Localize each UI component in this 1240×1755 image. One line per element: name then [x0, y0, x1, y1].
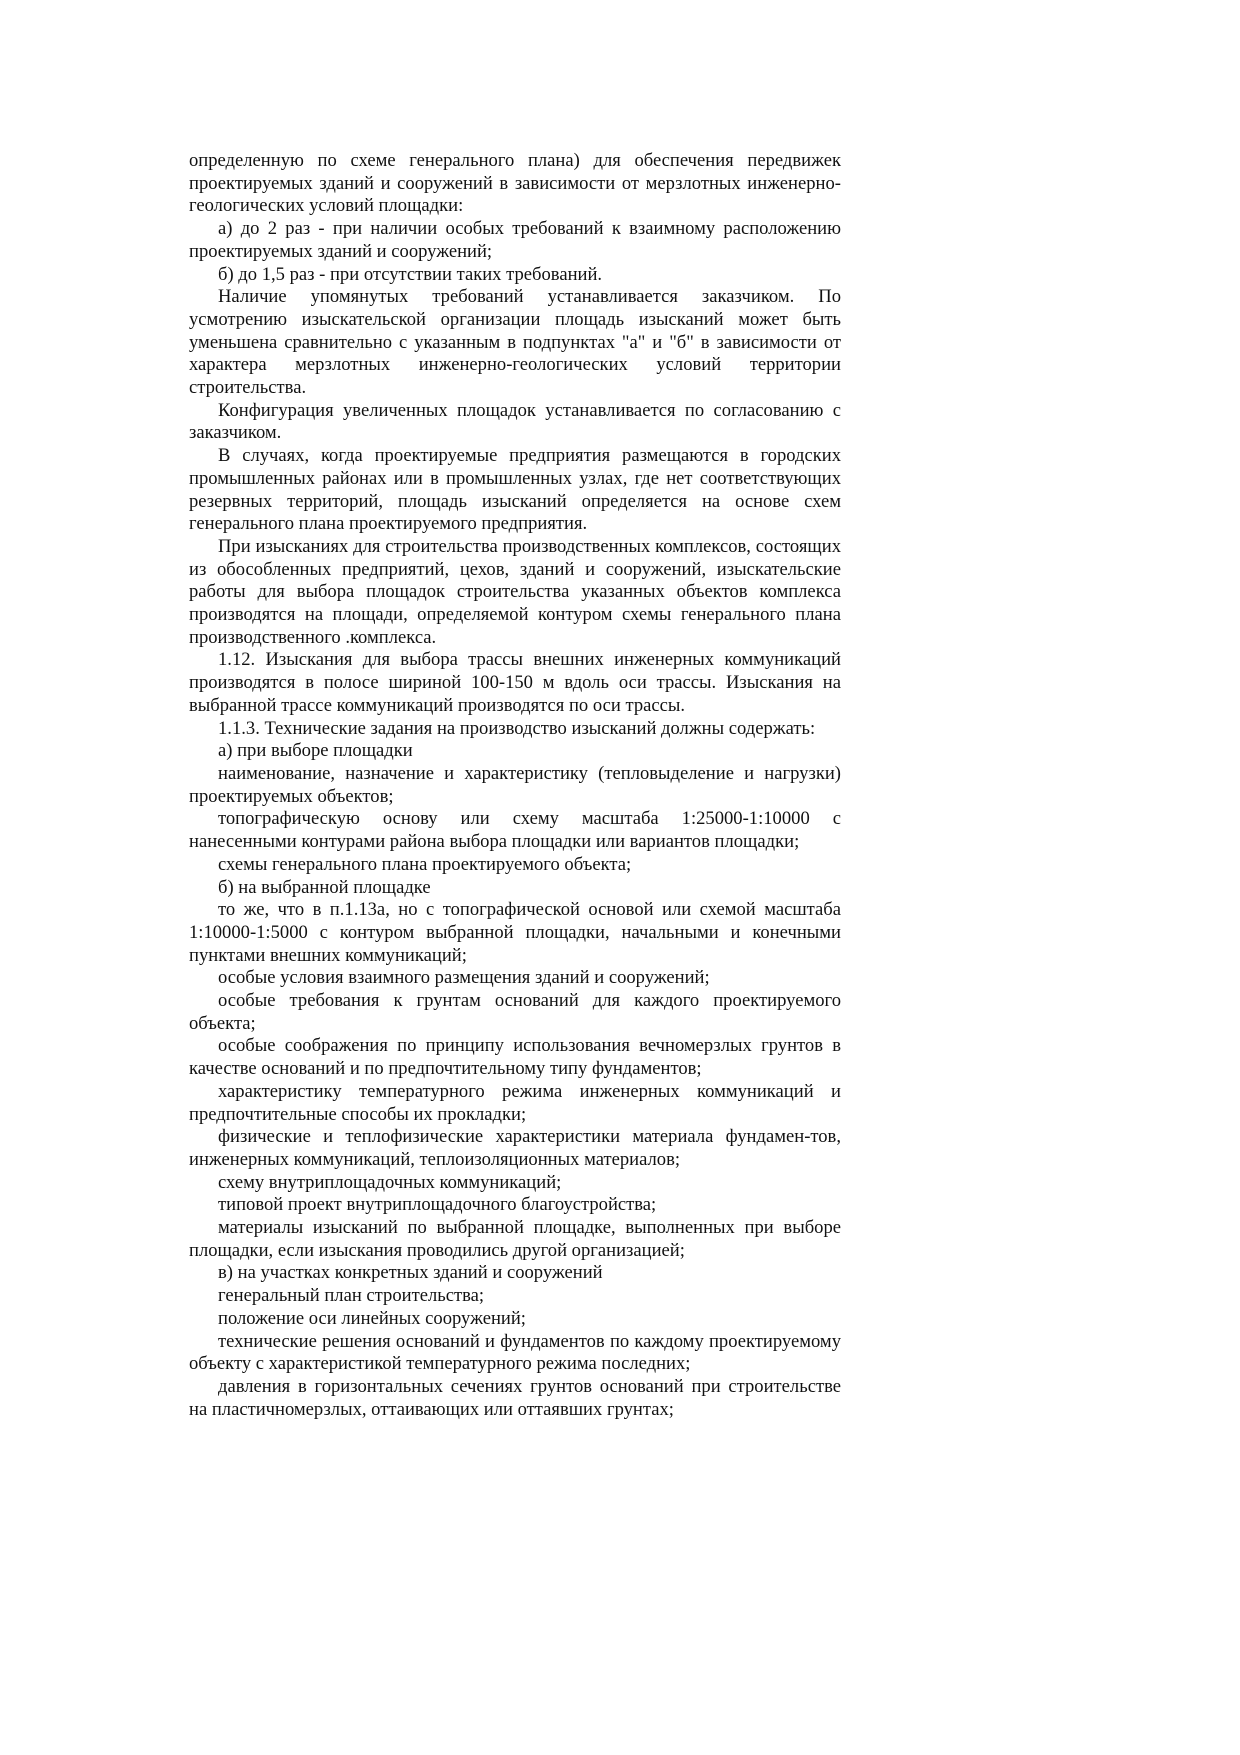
- paragraph: физические и теплофизические характеристики материала фундамен-тов, инженерных коммуникаций, теплоизоляционных материалов;: [189, 1126, 841, 1170]
- paragraph: схемы генерального плана проектируемого объекта;: [218, 853, 632, 875]
- paragraph: 1.1.3. Технические задания на производство изысканий должны содержать:: [218, 717, 816, 739]
- paragraph: 1.12. Изыскания для выбора трассы внешних инженерных коммуникаций производятся в полосе шириной 100-150 м вдоль оси трассы. Изыскания на выбранной трассе коммуникаций производятся по оси трассы.: [189, 649, 841, 716]
- paragraph: положение оси линейных сооружений;: [218, 1307, 526, 1329]
- paragraph: а) до 2 раз - при наличии особых требований к взаимному расположению проектируемых зданий и сооружений;: [189, 218, 841, 262]
- paragraph: характеристику температурного режима инженерных коммуникаций и предпочтительные способы их прокладки;: [189, 1080, 841, 1125]
- paragraph: В случаях, когда проектируемые предприятия размещаются в городских промышленных районах или в промышленных узлах, где нет соответствующих резервных территорий, площадь изысканий определяется на основе схем генерального плана проектируемого предприятия.: [189, 445, 841, 535]
- paragraph: генеральный план строительства;: [218, 1285, 485, 1307]
- paragraph: технические решения оснований и фундаментов по каждому проектируемому объекту с характеристикой температурного режима последних;: [189, 1330, 841, 1375]
- paragraph: б) до 1,5 раз - при отсутствии таких требований.: [218, 263, 603, 285]
- paragraph: а) при выборе площадки: [218, 740, 413, 762]
- document-body: [189, 150, 841, 1421]
- paragraph: б) на выбранной площадке: [218, 876, 431, 898]
- paragraph: При изысканиях для строительства производственных комплексов, состоящих из обособленных предприятий, цехов, зданий и сооружений, изыскательские работы для выбора площадок строительства указанных объектов комплекса производятся на площади, определяемой контуром схемы генерального плана производственного .комплекса.: [189, 535, 841, 648]
- paragraph: материалы изысканий по выбранной площадке, выполненных при выборе площадки, если изыскания проводились другой организацией;: [189, 1217, 841, 1261]
- paragraph: давления в горизонтальных сечениях грунтов оснований при строительстве на пластичномерзлых, оттаивающих или оттаявших грунтах;: [189, 1375, 841, 1420]
- paragraph: топографическую основу или схему масштаба 1:25000-1:10000 с нанесенными контурами района выбора площадки или вариантов площадки;: [189, 808, 841, 853]
- paragraph: в) на участках конкретных зданий и сооружений: [218, 1262, 603, 1284]
- paragraph: Наличие упомянутых требований устанавливается заказчиком. По усмотрению изыскательской организации площадь изысканий может быть уменьшена сравнительно с указанным в подпунктах "а" и "б" в зависимости от характера мерзлотных инженерно-геологических условий территории строительства.: [189, 286, 841, 399]
- paragraph: особые соображения по принципу использования вечномерзлых грунтов в качестве оснований и по предпочтительному типу фундаментов;: [189, 1035, 841, 1080]
- paragraph: Конфигурация увеличенных площадок устанавливается по согласованию с заказчиком.: [189, 399, 841, 444]
- paragraph: определенную по схеме генерального плана) для обеспечения передвижек проектируемых зданий и сооружений в зависимости от мерзлотных инженерно-геологических условий площадки:: [189, 150, 841, 217]
- paragraph: наименование, назначение и характеристику (тепловыделение и нагрузки) проектируемых объектов;: [189, 762, 841, 807]
- paragraph: типовой проект внутриплощадочного благоустройства;: [218, 1194, 657, 1216]
- paragraph: особые требования к грунтам оснований для каждого проектируемого объекта;: [189, 990, 841, 1034]
- paragraph: схему внутриплощадочных коммуникаций;: [218, 1171, 562, 1193]
- paragraph: то же, что в п.1.13а, но с топографической основой или схемой масштаба 1:10000-1:5000 с контуром выбранной площадки, начальными и конечными пунктами внешних коммуникаций;: [189, 899, 841, 966]
- paragraph: особые условия взаимного размещения зданий и сооружений;: [218, 967, 710, 989]
